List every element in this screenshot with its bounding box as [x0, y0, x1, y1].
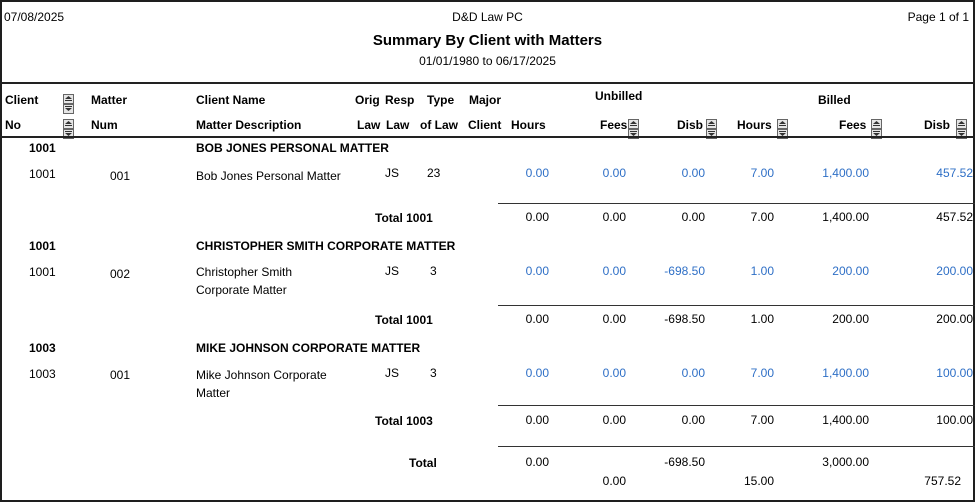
total-unbilled-hours: 0.00	[525, 413, 549, 427]
column-header-divider	[0, 136, 975, 138]
col-unbilled-hours: Hours	[511, 118, 546, 132]
row-billed-fees[interactable]: 1,400.00	[822, 366, 869, 380]
col-type: Type	[427, 93, 455, 107]
col-major: Major	[469, 93, 502, 107]
total-unbilled-hours: 0.00	[525, 210, 549, 224]
row-type-of-law: 3	[430, 366, 437, 380]
total-billed-disb: 200.00	[936, 312, 973, 326]
row-client-no: 1003	[29, 367, 56, 381]
col-unbilled: Unbilled	[595, 89, 643, 103]
row-matter-description: Mike Johnson Corporate Matter	[196, 368, 327, 400]
col-billed-fees: Fees	[839, 118, 867, 132]
group-heading: BOB JONES PERSONAL MATTER	[196, 141, 389, 155]
row-matter-num: 001	[110, 368, 131, 382]
row-client-no: 1001	[29, 167, 56, 181]
sort-icon[interactable]	[956, 119, 967, 129]
group-client-no: 1001	[29, 141, 56, 155]
row-billed-hours[interactable]: 1.00	[750, 264, 774, 278]
col-billed: Billed	[818, 93, 851, 107]
col-matter-description: Matter Description	[196, 118, 302, 132]
sort-icon[interactable]	[871, 119, 882, 129]
col-billed-disb: Disb	[924, 118, 951, 132]
grand-unbilled-fees: 0.00	[602, 474, 626, 488]
sort-icon[interactable]	[63, 94, 74, 104]
row-client-no: 1001	[29, 265, 56, 279]
total-billed-fees: 200.00	[832, 312, 869, 326]
row-billed-fees[interactable]: 200.00	[832, 264, 869, 278]
row-unbilled-fees[interactable]: 0.00	[602, 264, 626, 278]
total-billed-hours: 7.00	[750, 413, 774, 427]
row-type-of-law: 3	[430, 264, 437, 278]
row-resp-law: JS	[385, 264, 400, 278]
total-billed-fees: 1,400.00	[822, 413, 869, 427]
total-billed-hours: 1.00	[750, 312, 774, 326]
grand-billed-hours: 15.00	[743, 474, 774, 488]
grand-billed-disb: 757.52	[924, 474, 961, 488]
row-unbilled-disb[interactable]: 0.00	[681, 166, 705, 180]
report-date: 07/08/2025	[4, 10, 65, 24]
group-total-label: Total 1001	[375, 211, 433, 225]
total-billed-disb: 100.00	[936, 413, 973, 427]
total-billed-fees: 1,400.00	[822, 210, 869, 224]
total-billed-disb: 457.52	[936, 210, 973, 224]
row-billed-hours[interactable]: 7.00	[750, 366, 774, 380]
col-num: Num	[91, 118, 118, 132]
subtotal-line	[498, 405, 975, 406]
sort-icon[interactable]	[777, 119, 788, 129]
row-unbilled-hours[interactable]: 0.00	[525, 166, 549, 180]
row-billed-fees[interactable]: 1,400.00	[822, 166, 869, 180]
col-unbilled-disb: Disb	[677, 118, 704, 132]
col-client: Client	[5, 93, 39, 107]
sort-icon[interactable]	[63, 104, 74, 114]
group-total-label: Total 1001	[375, 313, 433, 327]
date-range: 01/01/1980 to 06/17/2025	[419, 54, 556, 68]
row-matter-description: Bob Jones Personal Matter	[196, 169, 341, 183]
page-indicator: Page 1 of 1	[907, 10, 969, 24]
total-unbilled-fees: 0.00	[602, 413, 626, 427]
total-unbilled-disb: -698.50	[664, 312, 705, 326]
row-unbilled-hours[interactable]: 0.00	[525, 366, 549, 380]
row-unbilled-hours[interactable]: 0.00	[525, 264, 549, 278]
col-client-name: Client Name	[196, 93, 266, 107]
grand-unbilled-disb: -698.50	[664, 455, 705, 469]
row-unbilled-disb[interactable]: -698.50	[664, 264, 705, 278]
col-no: No	[5, 118, 21, 132]
row-billed-disb[interactable]: 100.00	[936, 366, 973, 380]
row-matter-num: 002	[110, 267, 131, 281]
group-client-no: 1003	[29, 341, 56, 355]
row-unbilled-disb[interactable]: 0.00	[681, 366, 705, 380]
col-billed-hours: Hours	[737, 118, 772, 132]
row-resp-law: JS	[385, 366, 400, 380]
row-billed-disb[interactable]: 457.52	[936, 166, 973, 180]
firm-name: D&D Law PC	[452, 10, 523, 24]
group-total-label: Total 1003	[375, 414, 433, 428]
row-matter-num: 001	[110, 169, 131, 183]
col-orig: Orig	[355, 93, 380, 107]
col-unbilled-fees: Fees	[600, 118, 628, 132]
group-heading: MIKE JOHNSON CORPORATE MATTER	[196, 341, 421, 355]
col-of-law: of Law	[420, 118, 458, 132]
grand-unbilled-hours: 0.00	[525, 455, 549, 469]
subtotal-line	[498, 305, 975, 306]
grand-total-line	[498, 446, 975, 447]
col-matter: Matter	[91, 93, 128, 107]
col-resp-law: Law	[386, 118, 410, 132]
row-unbilled-fees[interactable]: 0.00	[602, 366, 626, 380]
report-title: Summary By Client with Matters	[372, 32, 603, 49]
total-unbilled-disb: 0.00	[681, 413, 705, 427]
total-unbilled-hours: 0.00	[525, 312, 549, 326]
sort-icon[interactable]	[63, 119, 74, 129]
row-unbilled-fees[interactable]: 0.00	[602, 166, 626, 180]
row-billed-hours[interactable]: 7.00	[750, 166, 774, 180]
total-unbilled-fees: 0.00	[602, 210, 626, 224]
col-orig-law: Law	[357, 118, 381, 132]
grand-billed-fees: 3,000.00	[822, 455, 869, 469]
row-resp-law: JS	[385, 166, 400, 180]
header-divider	[0, 82, 975, 84]
row-billed-disb[interactable]: 200.00	[936, 264, 973, 278]
row-type-of-law: 23	[427, 166, 441, 180]
total-billed-hours: 7.00	[750, 210, 774, 224]
row-matter-description: Christopher Smith Corporate Matter	[196, 265, 293, 297]
sort-icon[interactable]	[706, 119, 717, 129]
group-client-no: 1001	[29, 239, 56, 253]
sort-icon[interactable]	[628, 119, 639, 129]
col-major-client: Client	[468, 118, 502, 132]
total-unbilled-disb: 0.00	[681, 210, 705, 224]
subtotal-line	[498, 203, 975, 204]
group-heading: CHRISTOPHER SMITH CORPORATE MATTER	[196, 239, 456, 253]
total-unbilled-fees: 0.00	[602, 312, 626, 326]
col-resp: Resp	[385, 93, 415, 107]
grand-total-label: Total	[409, 456, 437, 470]
